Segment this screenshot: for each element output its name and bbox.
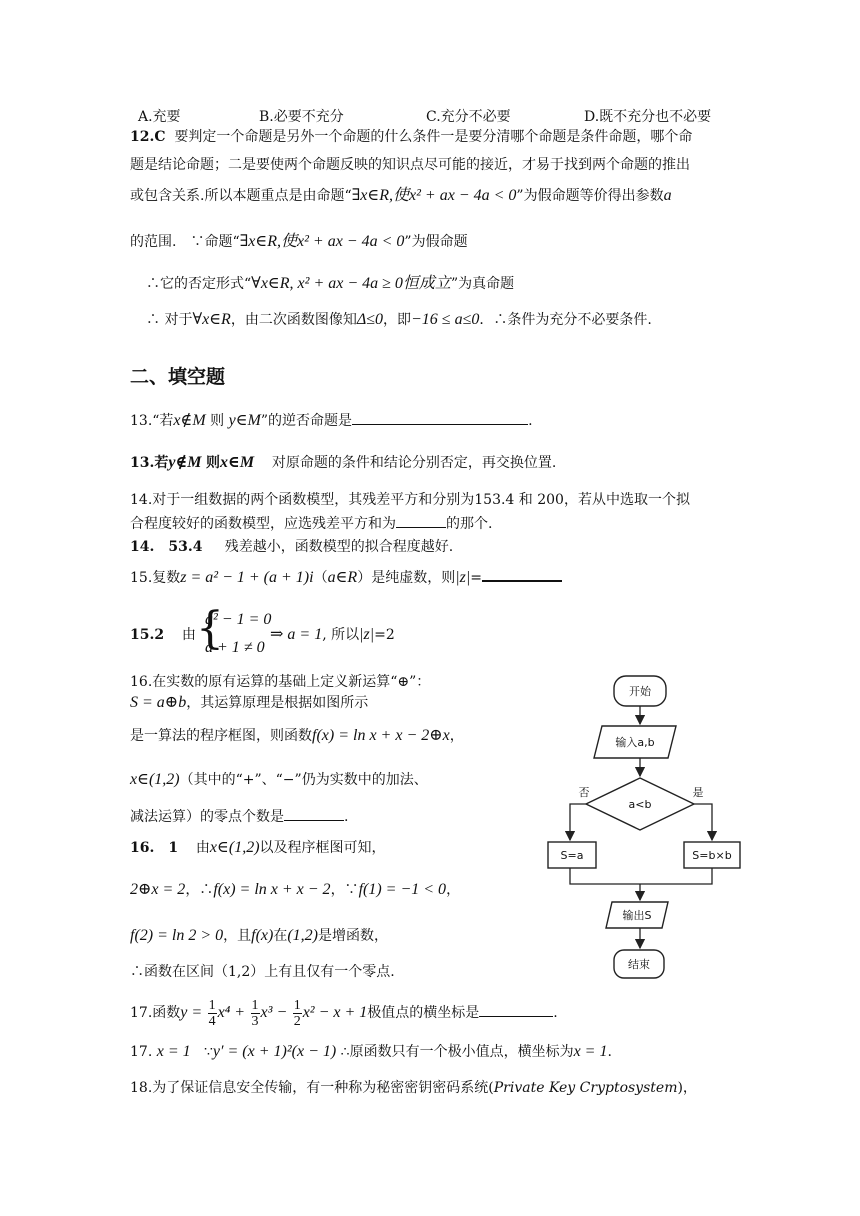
- q14-answer: 14. 53.4 残差越小，函数模型的拟合程度越好.: [130, 539, 454, 555]
- q15-answer-tail: ⇒ a = 1, 所以|z|=2: [270, 626, 395, 643]
- q12-line3: 或包含关系.所以本题重点是由命题“∃x∈R,使x² + ax − 4a < 0”为假命题等价得出参数a: [130, 187, 672, 204]
- q12-line1: 12.C 要判定一个命题是另外一个命题的什么条件一是要分清哪个命题是条件命题，哪个命: [130, 129, 693, 145]
- system-brace: {: [196, 603, 224, 654]
- q16-answer3: f(2) = ln 2 > 0，且f(x)在(1,2)是增函数，: [130, 927, 388, 944]
- q18-line1: 18.为了保证信息安全传输，有一种称为秘密密钥密码系统(Private Key Cryptosystem)，: [130, 1080, 697, 1096]
- flow-end-text: 结束: [628, 958, 650, 971]
- option-a: A.充要: [138, 109, 181, 125]
- option-b: B.必要不充分: [259, 109, 344, 125]
- q13-question: 13.“若x∉M 则 y∈M”的逆否命题是 .: [130, 412, 533, 429]
- flow-no-text: 否: [578, 786, 590, 799]
- q15-answer-head: 15.2 由: [130, 627, 196, 643]
- flow-start-text: 开始: [629, 685, 651, 698]
- q13-answer-blank[interactable]: [352, 410, 528, 425]
- q14-line2: 合程度较好的函数模型，应选残差平方和为 的那个.: [130, 513, 492, 534]
- section-title: 二、填空题: [130, 366, 226, 388]
- q13-answer: 13.若y∉M 则x∈M 对原命题的条件和结论分别否定，再交换位置.: [130, 454, 557, 471]
- flow-output-text: 输出S: [622, 909, 652, 922]
- q15-sys1: a² − 1 = 0: [205, 611, 272, 628]
- flow-input-text: 输入a,b: [615, 736, 655, 749]
- q17-answer: 17. x = 1 ∵y′ = (x + 1)²(x − 1) ∴原函数只有一个极小值点，横坐标为x = 1.: [130, 1043, 612, 1060]
- q16-answer2: 2⊕x = 2，∴f(x) = ln x + x − 2，∵f(1) = −1 < 0，: [130, 881, 461, 898]
- q12-line6: ∴ 对于∀x∈R，由二次函数图像知Δ≤0，即−16 ≤ a≤0．∴条件为充分不必要条件.: [146, 311, 652, 328]
- option-d: D.既不充分也不必要: [584, 109, 712, 125]
- option-c: C.充分不必要: [426, 109, 511, 125]
- q16-line2: S = a⊕b，其运算原理是根据如图所示: [130, 694, 369, 711]
- flow-yes-text: 是: [692, 786, 704, 799]
- q15-question: 15.复数z = a² − 1 + (a + 1)i（a∈R）是纯虚数，则|z|=: [130, 566, 562, 588]
- flow-right-text: S=b×b: [692, 849, 732, 862]
- q17-answer-blank[interactable]: [479, 1002, 553, 1017]
- q16-answer1: 16. 1 由x∈(1,2)以及程序框图可知，: [130, 839, 386, 856]
- flow-cond-text: a<b: [628, 798, 652, 811]
- q12-line4: 的范围. ∵命题“∃x∈R,使x² + ax − 4a < 0”为假命题: [130, 233, 468, 250]
- flow-left-text: S=a: [560, 849, 584, 862]
- q16-line1: 16.在实数的原有运算的基础上定义新运算“⊕”：: [130, 674, 431, 690]
- q17-question: 17.函数y = $\frac{1}{4}$ x⁴ + $\frac{1}{3}$ x³ − $\frac{1}{2}$ x² − x + 1极值点的横坐标是 .: [130, 997, 558, 1029]
- flowchart: [540, 672, 760, 988]
- q14-answer-blank[interactable]: [396, 513, 446, 528]
- q15-sys2: a + 1 ≠ 0: [205, 639, 265, 656]
- q12-label: 12.C: [130, 129, 166, 145]
- q15-answer-blank[interactable]: [482, 566, 562, 582]
- q14-line1: 14.对于一组数据的两个函数模型，其残差平方和分别为153.4 和 200，若从中选取一个拟: [130, 492, 690, 508]
- q12-line5: ∴它的否定形式“∀x∈R, x² + ax − 4a ≥ 0恒成立”为真命题: [146, 275, 515, 292]
- q16-answer-blank[interactable]: [284, 806, 344, 821]
- q16-line4: x∈(1,2)（其中的“+”、“−”仍为实数中的加法、: [130, 771, 428, 788]
- q16-answer4: ∴函数在区间（1,2）上有且仅有一个零点.: [130, 964, 395, 980]
- q16-line3: 是一算法的程序框图，则函数f(x) = ln x + x − 2⊕x，: [130, 727, 464, 744]
- q12-line2: 题是结论命题；二是要使两个命题反映的知识点尽可能的接近，才易于找到两个命题的推出: [130, 157, 690, 173]
- q16-line5: 减法运算）的零点个数是 .: [130, 806, 348, 827]
